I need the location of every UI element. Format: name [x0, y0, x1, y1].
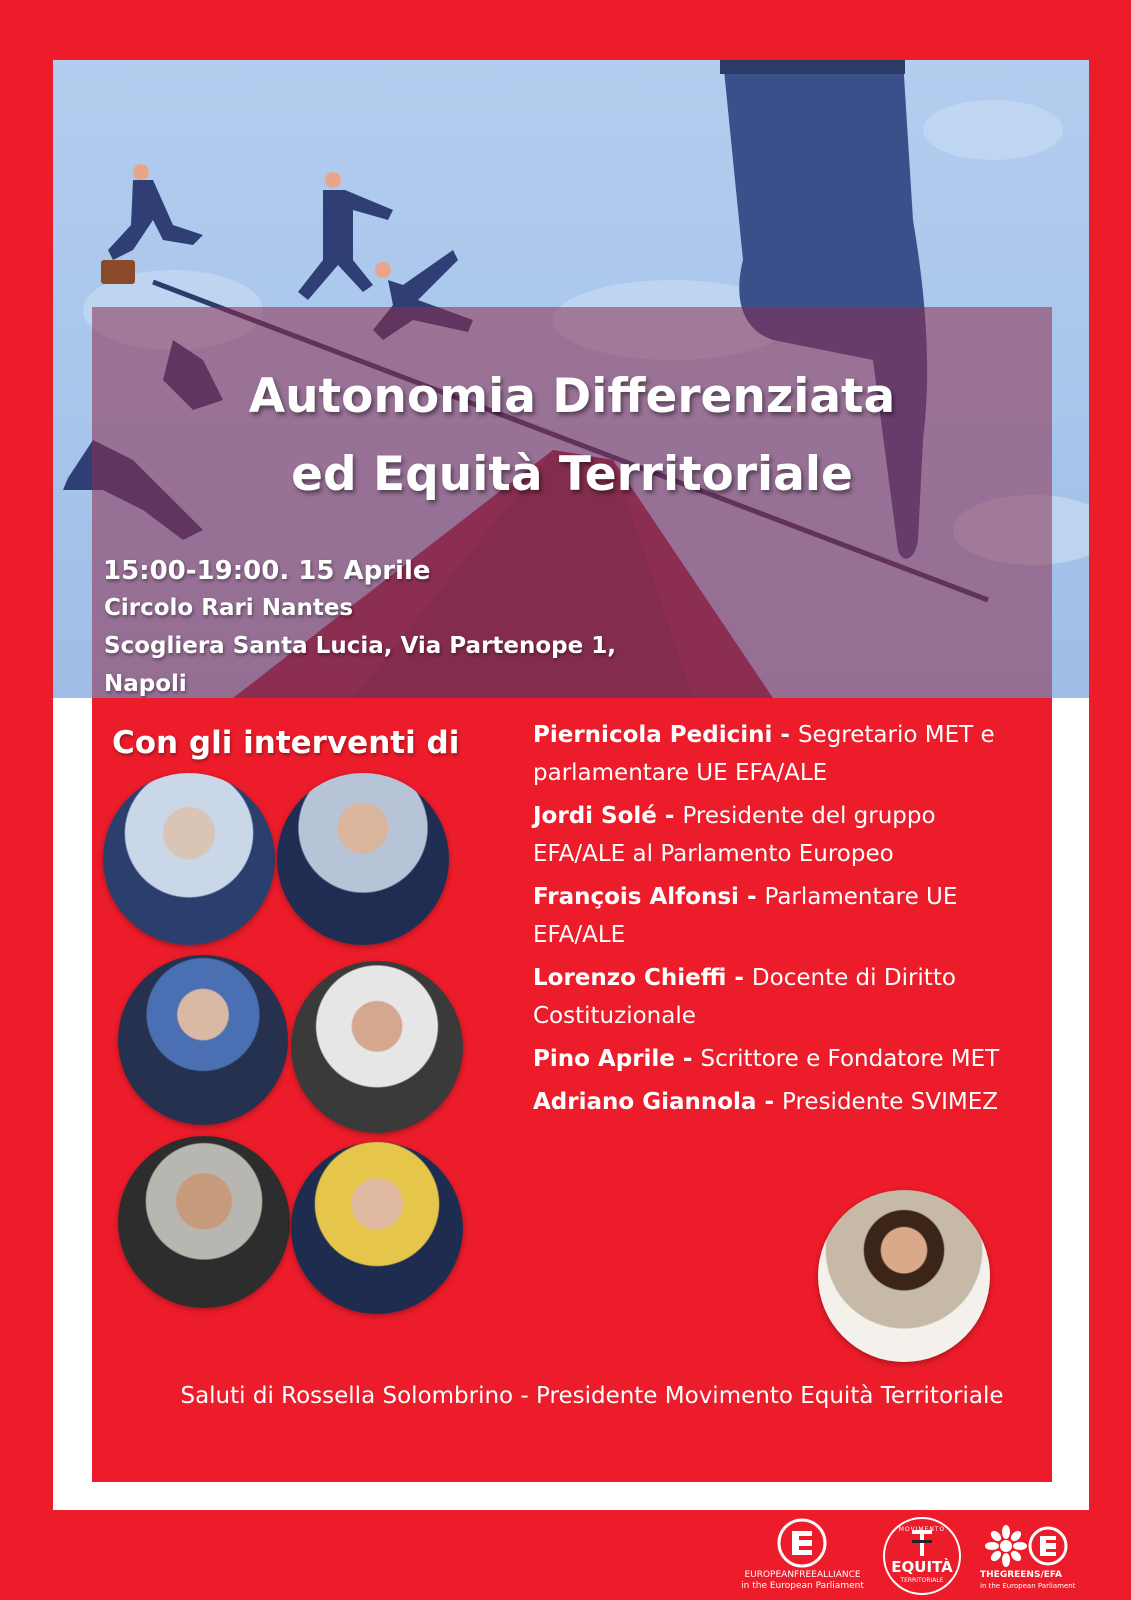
event-details — [104, 553, 616, 703]
speaker-separator: - — [726, 965, 752, 991]
met-logo-text — [882, 1524, 962, 1586]
speaker-photo-giannola — [291, 1142, 463, 1314]
speaker-role: Docente di Diritto Costituzionale — [533, 965, 956, 1029]
title-line-1: Autonomia Differenziata — [248, 369, 896, 424]
speaker-separator: - — [738, 884, 765, 910]
speaker-item — [533, 1040, 1003, 1078]
event-title — [92, 358, 1052, 514]
greens-logo-line2: in the European Parliament — [980, 1582, 1076, 1590]
speaker-name: Adriano Giannola — [533, 1089, 757, 1115]
speaker-role: Presidente SVIMEZ — [782, 1089, 998, 1115]
speaker-photo-pedicini — [103, 773, 275, 945]
event-time-date: 15:00-19:00. 15 Aprile — [103, 556, 431, 586]
event-venue: Circolo Rari Nantes — [104, 595, 354, 621]
speaker-name: Jordi Solé — [533, 803, 657, 829]
speaker-photo-aprile — [118, 1136, 290, 1308]
speaker-item — [533, 1083, 1003, 1121]
efa-logo-line1: EUROPEANFREEALLIANCE — [744, 1570, 861, 1580]
speaker-photo-alfonsi — [118, 955, 288, 1125]
speaker-item — [533, 716, 1003, 792]
speaker-role: Scrittore e Fondatore MET — [700, 1046, 1000, 1072]
met-logo-main: EQUITÀ — [891, 1558, 953, 1576]
speaker-name: Piernicola Pedicini — [533, 722, 773, 748]
greens-efa-logo-icon — [984, 1524, 1074, 1568]
greens-logo-line1: THEGREENS/EFA — [980, 1570, 1062, 1580]
speaker-name: Lorenzo Chieffi — [533, 965, 727, 991]
speaker-photo-solombrino — [818, 1190, 990, 1362]
speaker-photo-sole — [277, 773, 449, 945]
met-logo-top: MOVIMENTO — [898, 1526, 946, 1533]
efa-logo-line2: in the European Parliament — [741, 1581, 864, 1591]
speaker-item — [533, 878, 1003, 954]
speaker-photo-chieffi — [291, 961, 463, 1133]
event-city: Napoli — [104, 671, 187, 697]
speaker-list — [533, 716, 1003, 1126]
event-address: Scogliera Santa Lucia, Via Partenope 1, — [104, 633, 616, 659]
speaker-item — [533, 959, 1003, 1035]
efa-logo-text — [735, 1570, 870, 1592]
met-logo-sub: TERRITORIALE — [900, 1577, 944, 1584]
efa-logo-icon — [775, 1518, 829, 1568]
speaker-name: François Alfonsi — [533, 884, 739, 910]
speaker-role: Segretario MET e parlamentare UE EFA/ALE — [533, 722, 995, 786]
speaker-separator: - — [772, 722, 798, 748]
title-line-2: ed Equità Territoriale — [291, 447, 853, 502]
speaker-separator: - — [674, 1046, 701, 1072]
speaker-role: Parlamentare UE EFA/ALE — [533, 884, 958, 948]
speaker-item — [533, 797, 1003, 873]
greeting-text: Saluti di Rossella Solombrino - Presidente Movimento Equità Territoriale — [180, 1383, 1004, 1409]
speaker-separator: - — [756, 1089, 782, 1115]
speakers-heading: Con gli interventi di — [112, 725, 460, 761]
speaker-role: Presidente del gruppo EFA/ALE al Parlamento Europeo — [533, 803, 936, 867]
greens-efa-logo-text — [980, 1570, 1080, 1592]
speaker-name: Pino Aprile — [533, 1046, 675, 1072]
speaker-separator: - — [656, 803, 683, 829]
